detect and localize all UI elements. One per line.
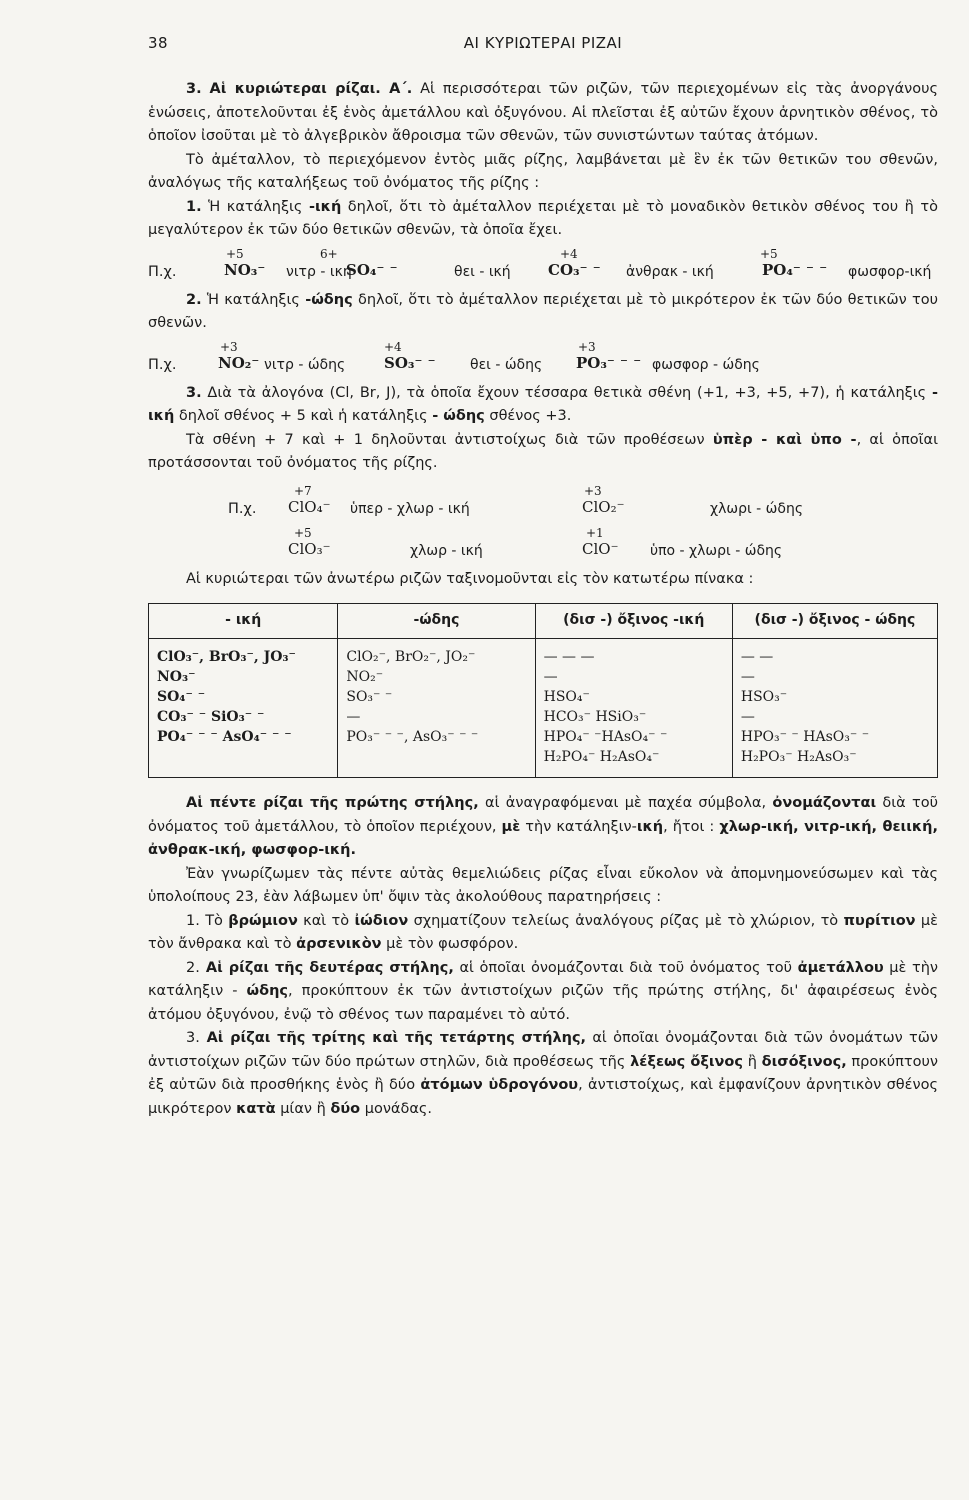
example-halogens: +7 Π.χ. ClO₄⁻ ὑπερ - χλωρ - ική +3 ClO₂⁻ χλωρι - ώδης +5 ClO₃⁻ χλωρ - ική +1 ClO⁻ ὑπο - χλωρι - ώδης	[148, 476, 938, 568]
table-row: NO₃⁻ NO₂⁻ — —	[149, 667, 938, 687]
column-header: -ώδης	[338, 604, 535, 639]
rule-halogens: 3. Διὰ τὰ ἀλογόνα (Cl, Br, J), τὰ ὁποῖα ἔχουν τέσσαρα θετικὰ σθένη (+1, +3, +5, +7), ἡ κατάληξις - ική δηλοῖ σθένος + 5 καὶ ἡ κατάληξις - ώδης σθένος +3.	[148, 384, 938, 424]
formula: CO₃⁻ ⁻	[548, 260, 601, 279]
column-header: (δισ -) ὄξινος - ώδης	[732, 604, 937, 639]
page-body	[148, 78, 938, 1121]
intro-paragraph: 3. Αἱ κυριώτεραι ρίζαι. Α΄. Αἱ περισσότεραι τῶν ριζῶν, τῶν περιεχομένων εἰς τὰς ἀνοργάνους ἑνώσεις, ἀποτελοῦνται ἐξ ἑνὸς ἀμετάλλου καὶ ὀξυγόνου. Αἱ πλεῖσται ἐξ αὐτῶν ἔχουν ἀρνητικὸν σθένος, τὸ ὁποῖον ἰσοῦται μὲ τὸ ἀλγεβρικὸν ἄθροισμα τῶν σθενῶν, τῶν συνιστώντων ταύτας ἀτόμων.	[148, 81, 938, 144]
formula: PO₃⁻ ⁻ ⁻	[576, 353, 642, 372]
radicals-table	[148, 603, 938, 778]
formula: NO₂⁻	[218, 353, 260, 372]
rule-ending-odis: 2. Ἡ κατάληξις -ώδης δηλοῖ, ὅτι τὸ ἀμέταλλον περιέχεται μὲ τὸ μικρότερον ἐκ τῶν δύο θετικῶν του σθενῶν.	[148, 291, 939, 331]
formula: NO₃⁻	[224, 260, 266, 279]
example-iki: +5 6+ +4 +5 Π.χ. NO₃⁻ νιτρ - ική SO₄⁻ ⁻ θει - ική CO₃⁻ ⁻ ἀνθρακ - ική PO₄⁻ ⁻ ⁻ φωσφορ-ική	[148, 243, 938, 289]
paragraph-valence: Τὸ ἀμέταλλον, τὸ περιεχόμενον ἐντὸς μιᾶς ρίζης, λαμβάνεται μὲ ἓν ἐκ τῶν θετικῶν του σθενῶν, ἀναλόγως τῆς καταλήξεως τοῦ ὀνόματος τῆς ρίζης :	[148, 151, 938, 191]
paragraph-first-column: Αἱ πέντε ρίζαι τῆς πρώτης στήλης, αἱ ἀναγραφόμεναι μὲ παχέα σύμβολα, ὀνομάζονται διὰ τοῦ ὀνόματος τοῦ ἀμετάλλου, τὸ ὁποῖον περιέχουν, μὲ τὴν κατάληξιν-ική, ἤτοι : χλωρ-ική, νιτρ-ική, θειική, ἀνθρακ-ική, φωσφορ-ική.	[148, 795, 939, 858]
note-3: 3. Αἱ ρίζαι τῆς τρίτης καὶ τῆς τετάρτης στήλης, αἱ ὁποῖαι ὀνομάζονται διὰ τῶν ὀνομάτων τῶν ἀντιστοίχων ριζῶν τῶν δύο πρώτων στηλῶν, διὰ προθέσεως τῆς λέξεως ὄξινος ἢ δισόξινος, προκύπτουν ἐξ αὐτῶν διὰ προσθήκης ἑνὸς ἢ δύο ἀτόμων ὑδρογόνου, ἀντιστοίχως, καὶ ἐμφανίζουν ἀρνητικὸν σθένος μικρότερον κατὰ μίαν ἢ δύο μονάδας.	[148, 1030, 938, 1117]
table-row: CO₃⁻ ⁻ SiO₃⁻ ⁻ — HCO₃⁻ HSiO₃⁻ —	[149, 707, 938, 727]
formula: ClO₄⁻	[288, 497, 331, 516]
table-row: SO₄⁻ ⁻ SO₃⁻ ⁻ HSO₄⁻ HSO₃⁻	[149, 687, 938, 707]
page-number: 38	[148, 34, 169, 52]
table-row: PO₄⁻ ⁻ ⁻ AsO₄⁻ ⁻ ⁻ PO₃⁻ ⁻ ⁻, AsO₃⁻ ⁻ ⁻ HPO₄⁻ ⁻HAsO₄⁻ ⁻ HPO₃⁻ ⁻ HAsO₃⁻ ⁻	[149, 727, 938, 747]
section-heading: Αἱ κυριώτεραι ρίζαι. Α΄.	[209, 81, 413, 97]
formula: PO₄⁻ ⁻ ⁻	[762, 260, 828, 279]
example-odis: +3 +4 +3 Π.χ. NO₂⁻ νιτρ - ώδης SO₃⁻ ⁻ θει - ώδης PO₃⁻ ⁻ ⁻ φωσφορ - ώδης	[148, 336, 938, 382]
formula: SO₃⁻ ⁻	[384, 353, 436, 372]
table-intro: Αἱ κυριώτεραι τῶν ἀνωτέρω ριζῶν ταξινομοῦνται εἰς τὸν κατωτέρω πίνακα :	[186, 570, 754, 587]
page-header	[148, 34, 938, 58]
section-number: 3.	[186, 81, 202, 97]
note-2: 2. Αἱ ρίζαι τῆς δευτέρας στήλης, αἱ ὁποῖαι ὀνομάζονται διὰ τοῦ ὀνόματος τοῦ ἀμετάλλου μὲ τὴν κατάληξιν - ώδης, προκύπτουν ἐκ τῶν ἀντιστοίχων ριζῶν τῆς πρώτης στήλης, δι' ἀφαιρέσεως ἑνὸς ἀτόμου ὀξυγόνου, ἐνῷ τὸ σθένος των παραμένει τὸ αὐτό.	[148, 959, 938, 1023]
table-row: H₂PO₄⁻ H₂AsO₄⁻ H₂PO₃⁻ H₂AsO₃⁻	[149, 747, 938, 778]
paragraph-memorize: Ἐὰν γνωρίζωμεν τὰς πέντε αὐτὰς θεμελιώδεις ρίζας εἶναι εὔκολον νὰ ἀπομνημονεύσωμεν καὶ τὰς ὑπολοίπους 23, ἐὰν λάβωμεν ὑπ' ὄψιν τὰς ἀκολούθους παρατηρήσεις :	[148, 865, 938, 905]
formula: ClO₂⁻	[582, 497, 625, 516]
table-row: ClO₃⁻, BrO₃⁻, JO₃⁻ ClO₂⁻, BrO₂⁻, JO₂⁻ — — — — —	[149, 647, 938, 667]
column-header: (δισ -) ὄξινος -ική	[535, 604, 732, 639]
column-header: - ική	[149, 604, 338, 639]
rule-ending-iki: 1. Ἡ κατάληξις -ική δηλοῖ, ὅτι τὸ ἀμέταλλον περιέχεται μὲ τὸ μοναδικὸν θετικὸν σθένος του ἢ τὸ μεγαλύτερον ἐκ τῶν δύο θετικῶν σθενῶν, τὰ ὁποῖα ἔχει.	[148, 198, 938, 238]
formula: ClO⁻	[582, 539, 619, 558]
formula: SO₄⁻ ⁻	[346, 260, 398, 279]
running-title: ΑΙ ΚΥΡΙΩΤΕΡΑΙ ΡΙΖΑΙ	[463, 34, 623, 52]
formula: ClO₃⁻	[288, 539, 331, 558]
note-1: 1. Τὸ βρώμιον καὶ τὸ ἰώδιον σχηματίζουν τελείως ἀναλόγους ρίζας μὲ τὸ χλώριον, τὸ πυρίτιον μὲ τὸν ἄνθρακα καὶ τὸ ἀρσενικὸν μὲ τὸν φωσφόρον.	[148, 912, 938, 952]
table-header-row	[149, 604, 938, 639]
rule-prefixes: Τὰ σθένη + 7 καὶ + 1 δηλοῦνται ἀντιστοίχως διὰ τῶν προθέσεων ὑπὲρ - καὶ ὑπο -, αἱ ὁποῖαι προτάσσονται τοῦ ὀνόματος τῆς ρίζης.	[148, 431, 939, 471]
